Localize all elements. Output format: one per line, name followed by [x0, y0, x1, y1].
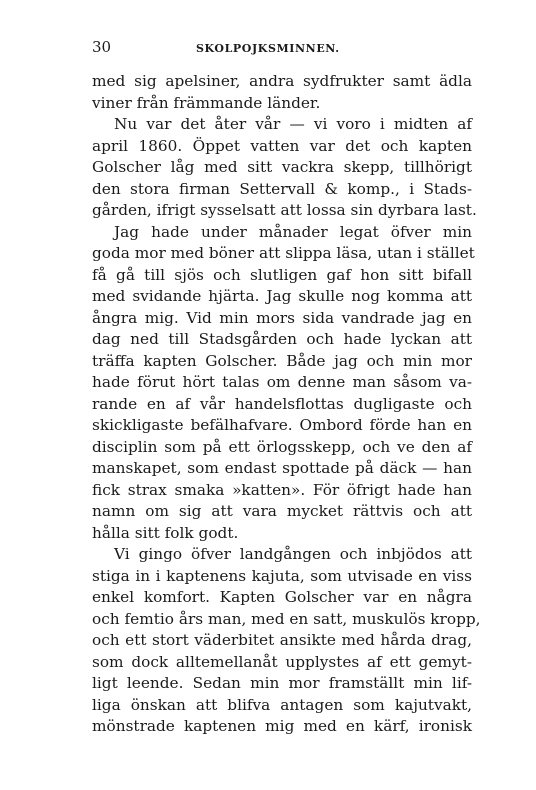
text-line: viner från främmande länder. — [92, 93, 321, 112]
paragraph — [92, 71, 472, 114]
text-line: och ett stort väderbitet ansikte med hårda drag, — [92, 631, 472, 649]
text-line: med sig apelsiner, andra sydfrukter samt ädla — [92, 72, 472, 90]
paragraph — [92, 222, 475, 545]
text-line: träffa kapten Golscher. Både jag och min mor — [92, 351, 472, 370]
text-line: den stora firman Settervall & komp., i Stads- — [92, 179, 472, 198]
paragraph — [92, 544, 481, 738]
text-line: rande en af vår handelsflottas dugligaste och — [92, 394, 472, 413]
text-line: enkel komfort. Kapten Golscher var en några — [92, 588, 472, 606]
text-line: hålla sitt folk godt. — [92, 523, 239, 542]
body-text — [92, 71, 481, 738]
text-line: ångra mig. Vid min mors sida vandrade jag en — [92, 308, 472, 327]
text-line: med svidande hjärta. Jag skulle nog komma att — [92, 287, 472, 305]
text-line: gården, ifrigt sysselsatt att lossa sin dyrbara last. — [92, 201, 477, 219]
text-line: manskapet, som endast spottade på däck — han — [92, 459, 472, 477]
text-line: goda mor med böner att slippa läsa, utan i stället — [92, 244, 475, 262]
text-line: ligt leende. Sedan min mor framställt min lif- — [92, 674, 472, 692]
running-title: SKOLPOJKSMINNEN. — [196, 42, 340, 55]
text-line: mönstrade kaptenen mig med en kärf, ironisk — [92, 717, 472, 735]
text-line: fick strax smaka »katten». För öfrigt hade han — [92, 480, 472, 499]
text-line: dag ned till Stadsgården och hade lyckan att — [92, 330, 472, 348]
text-line: stiga in i kaptenens kajuta, som utvisade en viss — [92, 566, 472, 585]
text-line: skickligaste befälhafvare. Ombord förde han en — [92, 416, 472, 434]
running-head — [92, 38, 472, 60]
book-page — [92, 38, 481, 738]
text-line: Vi gingo öfver landgången och inbjödos att — [114, 545, 472, 563]
text-line: liga önskan att blifva antagen som kajutvakt, — [92, 695, 472, 714]
text-line: som dock alltemellanåt upplystes af ett gemyt- — [92, 652, 472, 671]
text-line: april 1860. Öppet vatten var det och kapten — [92, 136, 472, 155]
text-line: Nu var det åter vår — vi voro i midten af — [114, 115, 472, 133]
text-line: och femtio års man, med en satt, muskulös kropp, — [92, 609, 481, 628]
text-line: namn om sig att vara mycket rättvis och att — [92, 502, 472, 520]
text-line: disciplin som på ett örlogsskepp, och ve den af — [92, 437, 472, 456]
text-line: få gå till sjös och slutligen gaf hon sitt bifall — [92, 265, 472, 284]
text-line: hade förut hört talas om denne man såsom va- — [92, 373, 472, 391]
page-number: 30 — [92, 38, 112, 56]
text-line: Jag hade under månader legat öfver min — [114, 222, 472, 241]
paragraph — [92, 114, 477, 222]
text-line: Golscher låg med sitt vackra skepp, tillhörigt — [92, 158, 472, 176]
